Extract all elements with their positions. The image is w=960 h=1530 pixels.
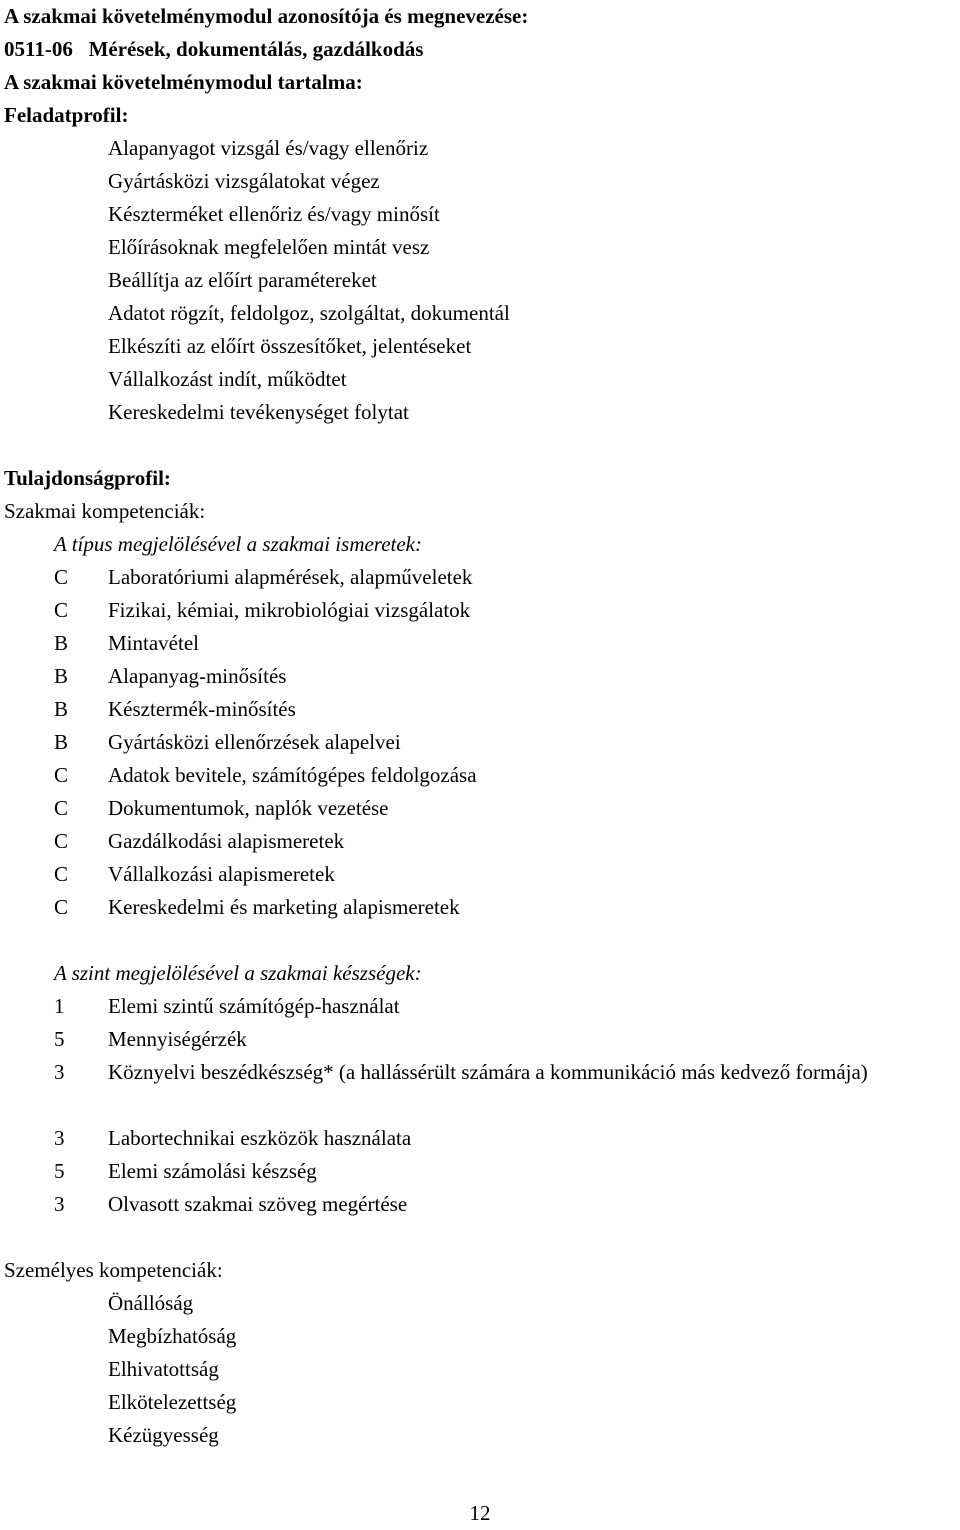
personal-competencies-label: Személyes kompetenciák: xyxy=(4,1258,223,1282)
skill-level-code: 3 xyxy=(54,1126,65,1150)
skill-item xyxy=(4,1155,960,1188)
property-profile-label: Tulajdonságprofil: xyxy=(4,466,171,490)
knowledge-item xyxy=(4,561,960,594)
task-item: Gyártásközi vizsgálatokat végez xyxy=(108,169,380,193)
skill-item xyxy=(4,990,960,1023)
skill-level-code: 3 xyxy=(54,1192,65,1216)
knowledge-text: Mintavétel xyxy=(108,631,199,655)
knowledge-type-code: B xyxy=(54,664,69,688)
knowledge-item xyxy=(4,726,960,759)
skill-level-code: 3 xyxy=(54,1060,65,1084)
knowledge-type-code: C xyxy=(54,598,69,622)
personal-item: Elkötelezettség xyxy=(108,1390,237,1414)
skill-level-code: 5 xyxy=(54,1159,65,1183)
document-page xyxy=(4,0,960,1452)
knowledge-item xyxy=(4,627,960,660)
skill-item xyxy=(4,1188,960,1221)
knowledge-item xyxy=(4,792,960,825)
task-item: Készterméket ellenőriz és/vagy minősít xyxy=(108,202,440,226)
task-item: Kereskedelmi tevékenységet folytat xyxy=(108,400,409,424)
skill-level-code: 5 xyxy=(54,1027,65,1051)
skills-list xyxy=(4,990,960,1221)
knowledge-text: Gazdálkodási alapismeretek xyxy=(108,829,345,853)
professional-competencies-label: Szakmai kompetenciák: xyxy=(4,499,206,523)
knowledge-item xyxy=(4,660,960,693)
skill-text: Mennyiségérzék xyxy=(108,1027,247,1051)
task-item: Vállalkozást indít, működtet xyxy=(108,367,347,391)
task-list xyxy=(4,132,960,429)
skill-item xyxy=(4,1122,960,1155)
module-id-label: A szakmai követelménymodul azonosítója és megnevezése: xyxy=(4,4,529,28)
knowledge-text: Kereskedelmi és marketing alapismeretek xyxy=(108,895,460,919)
knowledge-text: Adatok bevitele, számítógépes feldolgozása xyxy=(108,763,477,787)
knowledge-item xyxy=(4,594,960,627)
knowledge-type-code: C xyxy=(54,862,69,886)
skill-text: Elemi számolási készség xyxy=(108,1159,317,1183)
skills-heading: A szint megjelölésével a szakmai készségek: xyxy=(54,961,422,985)
task-item: Alapanyagot vizsgál és/vagy ellenőriz xyxy=(108,136,429,160)
personal-item: Önállóság xyxy=(108,1291,194,1315)
personal-item: Kézügyesség xyxy=(108,1423,219,1447)
knowledge-type-code: B xyxy=(54,697,69,721)
knowledge-item xyxy=(4,858,960,891)
personal-item: Elhivatottság xyxy=(108,1357,219,1381)
page-number: 12 xyxy=(469,1501,491,1525)
skill-level-code: 1 xyxy=(54,994,65,1018)
knowledge-text: Vállalkozási alapismeretek xyxy=(108,862,335,886)
knowledge-type-code: C xyxy=(54,829,69,853)
skill-text: Olvasott szakmai szöveg megértése xyxy=(108,1192,408,1216)
knowledge-item xyxy=(4,759,960,792)
knowledge-item xyxy=(4,825,960,858)
task-item: Elkészíti az előírt összesítőket, jelentéseket xyxy=(108,334,472,358)
skill-text: Labortechnikai eszközök használata xyxy=(108,1126,412,1150)
knowledge-type-code: C xyxy=(54,565,69,589)
personal-list xyxy=(4,1287,960,1452)
task-profile-label: Feladatprofil: xyxy=(4,103,129,127)
knowledge-text: Fizikai, kémiai, mikrobiológiai vizsgálatok xyxy=(108,598,471,622)
knowledge-type-code: C xyxy=(54,796,69,820)
knowledge-type-code: C xyxy=(54,763,69,787)
module-content-label: A szakmai követelménymodul tartalma: xyxy=(4,70,363,94)
skill-item xyxy=(4,1056,960,1122)
personal-item: Megbízhatóság xyxy=(108,1324,237,1348)
task-item: Beállítja az előírt paramétereket xyxy=(108,268,377,292)
task-item: Előírásoknak megfelelően mintát vesz xyxy=(108,235,430,259)
task-item: Adatot rögzít, feldolgoz, szolgáltat, dokumentál xyxy=(108,301,510,325)
knowledge-text: Késztermék-minősítés xyxy=(108,697,296,721)
knowledge-text: Gyártásközi ellenőrzések alapelvei xyxy=(108,730,401,754)
knowledge-type-code: C xyxy=(54,895,69,919)
knowledge-text: Alapanyag-minősítés xyxy=(108,664,287,688)
knowledge-item xyxy=(4,693,960,726)
knowledge-item xyxy=(4,891,960,924)
knowledge-type-code: B xyxy=(54,631,69,655)
skill-text: Köznyelvi beszédkészség* (a hallássérült számára a kommunikáció más kedvező formája) xyxy=(108,1060,868,1084)
knowledge-text: Laboratóriumi alapmérések, alapműveletek xyxy=(108,565,473,589)
knowledge-text: Dokumentumok, naplók vezetése xyxy=(108,796,389,820)
module-code-name: 0511-06 Mérések, dokumentálás, gazdálkodás xyxy=(4,37,424,61)
skill-text: Elemi szintű számítógép-használat xyxy=(108,994,400,1018)
knowledge-list xyxy=(4,561,960,924)
knowledge-heading: A típus megjelölésével a szakmai ismeretek: xyxy=(54,532,422,556)
skill-item xyxy=(4,1023,960,1056)
knowledge-type-code: B xyxy=(54,730,69,754)
